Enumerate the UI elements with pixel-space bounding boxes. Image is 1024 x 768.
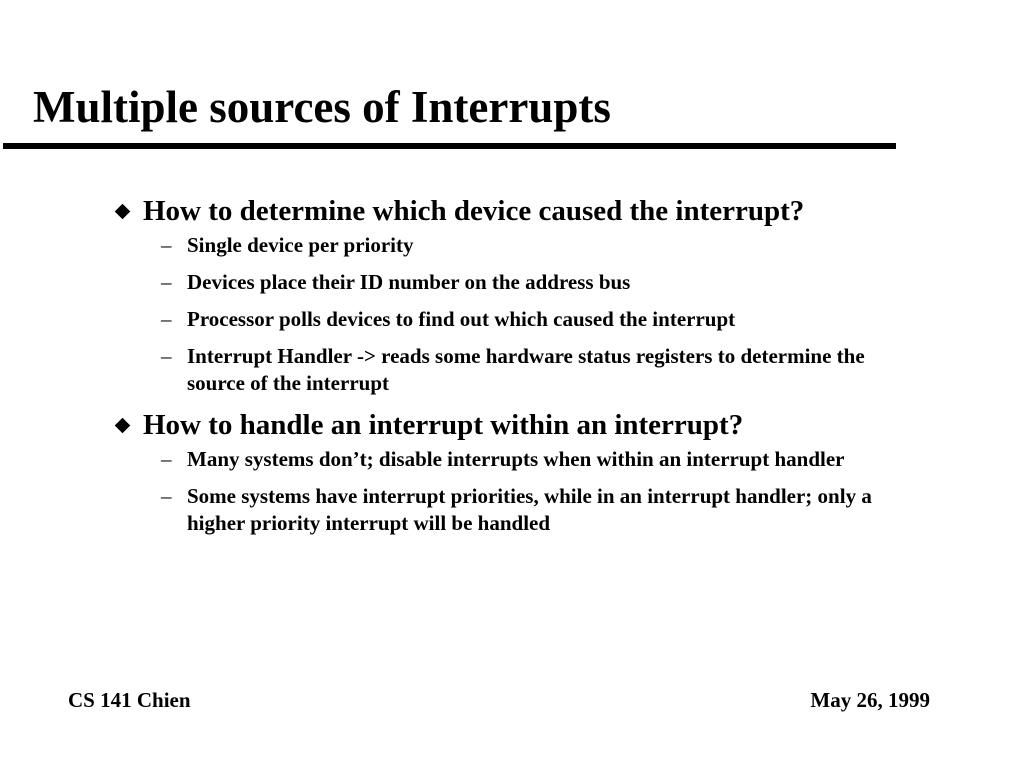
slide-content	[112, 193, 892, 547]
dash-marker: –	[161, 447, 172, 471]
sub-bullet-text: Devices place their ID number on the address bus	[187, 270, 631, 294]
diamond-bullet-icon	[115, 418, 131, 434]
sub-bullet-text: Some systems have interrupt priorities, while in an interrupt handler; only a higher priority interrupt will be handled	[187, 484, 872, 535]
dash-marker: –	[161, 233, 172, 257]
sub-bullet-item	[112, 483, 892, 537]
bullet-text: How to determine which device caused the interrupt?	[143, 195, 805, 227]
dash-marker: –	[161, 344, 172, 368]
sub-bullet-list	[112, 446, 892, 537]
slide-title: Multiple sources of Interrupts	[33, 82, 611, 132]
sub-bullet-item	[112, 446, 892, 473]
footer-date: May 26, 1999	[810, 688, 930, 712]
sub-bullet-list	[112, 232, 892, 397]
bullet-item	[112, 193, 892, 229]
dash-marker: –	[161, 484, 172, 508]
dash-marker: –	[161, 270, 172, 294]
footer-course: CS 141 Chien	[68, 688, 191, 712]
sub-bullet-item	[112, 269, 892, 296]
sub-bullet-text: Many systems don’t; disable interrupts when within an interrupt handler	[187, 447, 845, 471]
dash-marker: –	[161, 307, 172, 331]
bullet-text: How to handle an interrupt within an interrupt?	[143, 409, 744, 441]
sub-bullet-text: Interrupt Handler -> reads some hardware status registers to determine the source of the interrupt	[187, 344, 865, 395]
sub-bullet-item	[112, 306, 892, 333]
sub-bullet-text: Processor polls devices to find out which caused the interrupt	[187, 307, 736, 331]
diamond-bullet-icon	[115, 204, 131, 220]
title-underline	[3, 143, 896, 149]
sub-bullet-item	[112, 232, 892, 259]
bullet-item	[112, 407, 892, 443]
sub-bullet-item	[112, 343, 892, 397]
sub-bullet-text: Single device per priority	[187, 233, 414, 257]
